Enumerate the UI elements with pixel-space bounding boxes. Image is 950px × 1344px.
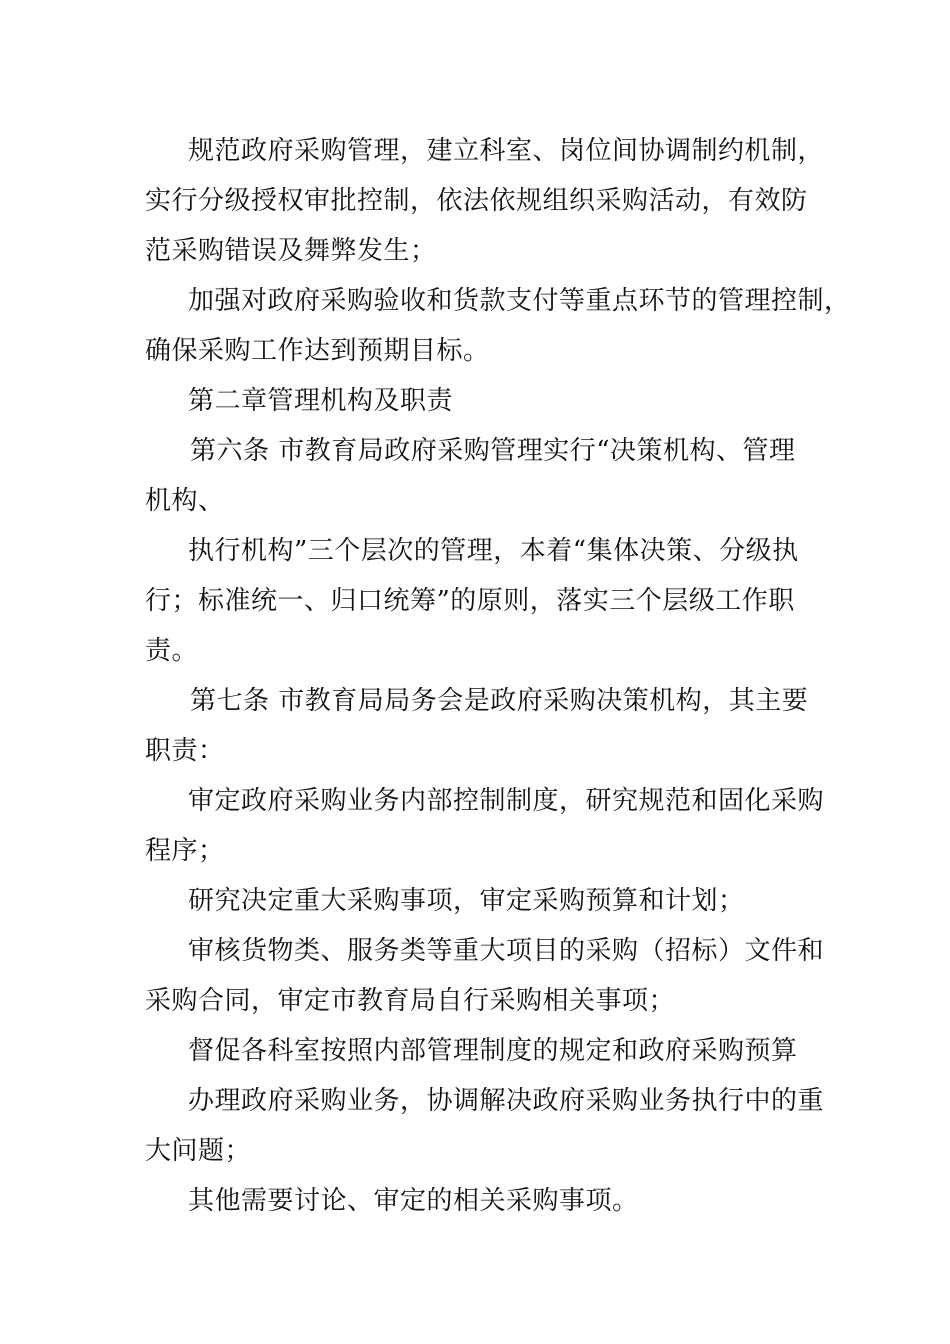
- text-line: 加强对政府采购验收和货款支付等重点环节的管理控制，: [188, 286, 851, 316]
- text-line: 研究决定重大采购事项，审定采购预算和计划；: [188, 886, 745, 916]
- text-line: 执行机构”三个层次的管理，本着“集体决策、分级执: [188, 536, 799, 566]
- text-line: 督促各科室按照内部管理制度的规定和政府采购预算: [188, 1036, 798, 1066]
- text-line: 责。: [145, 636, 199, 666]
- text-line: 确保采购工作达到预期目标。: [145, 336, 490, 366]
- text-line: 机构、: [145, 486, 225, 516]
- text-line: 采购合同，审定市教育局自行采购相关事项；: [145, 986, 676, 1016]
- text-line: 规范政府采购管理，建立科室、岗位间协调制约机制，: [188, 136, 825, 166]
- text-line: 审核货物类、服务类等重大项目的采购（招标）文件和: [188, 936, 825, 966]
- text-line: 审定政府采购业务内部控制制度，研究规范和固化采购: [188, 786, 825, 816]
- text-line: 职责：: [145, 736, 225, 766]
- text-line: 程序；: [145, 836, 225, 866]
- text-line: 行；标准统一、归口统筹”的原则，落实三个层级工作职: [145, 586, 795, 616]
- text-line: 其他需要讨论、审定的相关采购事项。: [188, 1186, 639, 1216]
- article-heading: 第六条 市教育局政府采购管理实行“决策机构、管理: [190, 436, 796, 466]
- text-line: 范采购错误及舞弊发生；: [145, 236, 437, 266]
- article-heading: 第七条 市教育局局务会是政府采购决策机构，其主要: [190, 686, 809, 716]
- text-line: 大问题；: [145, 1136, 252, 1166]
- chapter-heading: 第二章管理机构及职责: [188, 386, 454, 416]
- text-line: 办理政府采购业务，协调解决政府采购业务执行中的重: [188, 1086, 825, 1116]
- text-line: 实行分级授权审批控制，依法依规组织采购活动，有效防: [145, 186, 808, 216]
